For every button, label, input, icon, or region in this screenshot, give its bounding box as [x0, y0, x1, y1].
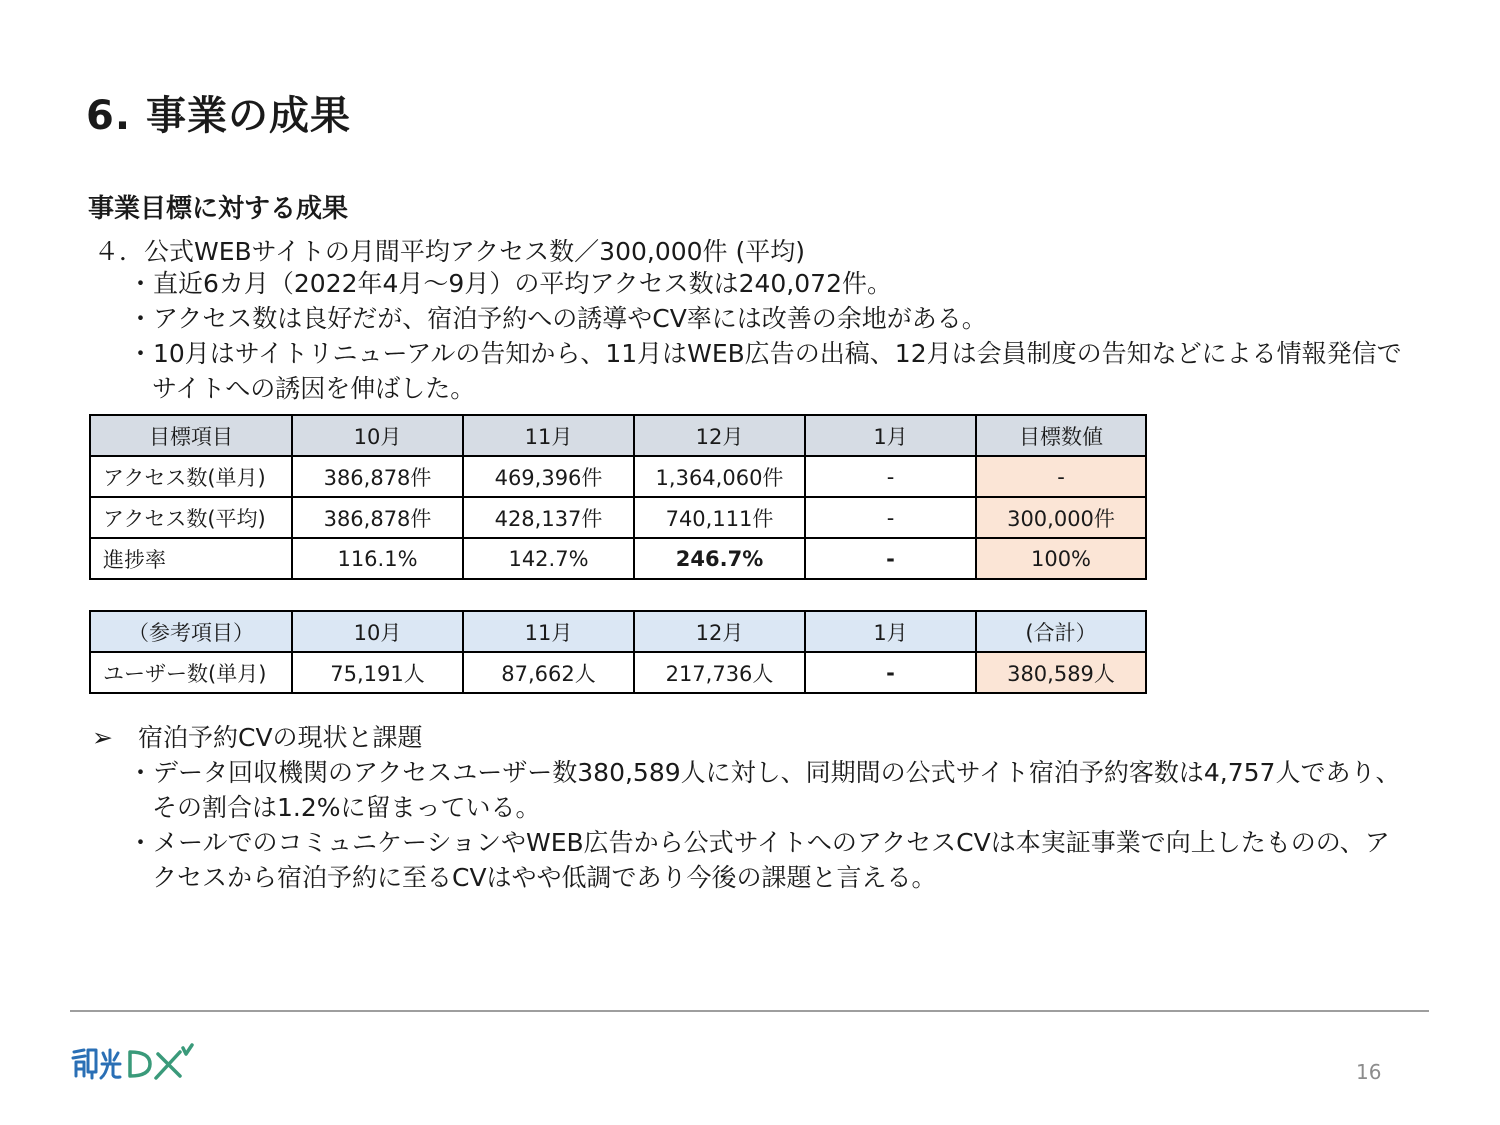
table-cell: 469,396件 — [463, 456, 634, 497]
table-header-cell: 10月 — [292, 415, 463, 456]
table-cell: - — [805, 456, 976, 497]
table-cell: 428,137件 — [463, 497, 634, 538]
row-label: 進捗率 — [90, 538, 292, 579]
page-number: 16 — [1356, 1060, 1382, 1084]
table-cell: 1,364,060件 — [634, 456, 805, 497]
target-table — [89, 414, 1147, 580]
bullet-item: ・10月はサイトリニューアルの告知から、11月はWEB広告の出稿、12月は会員制度の告知などによる情報発信でサイトへの誘因を伸ばした。 — [128, 339, 1402, 403]
table-row — [90, 456, 1146, 497]
table-cell: 116.1% — [292, 538, 463, 579]
page-title: 6. 事業の成果 — [86, 93, 351, 139]
cv-heading — [92, 718, 423, 754]
table-cell: 740,111件 — [634, 497, 805, 538]
table-cell: 87,662人 — [463, 652, 634, 693]
table-cell: 217,736人 — [634, 652, 805, 693]
reference-table — [89, 610, 1147, 694]
table-row — [90, 538, 1146, 579]
table-header-row — [90, 611, 1146, 652]
goal-statement: ４．公式WEBサイトの月間平均アクセス数／300,000件 (平均) — [94, 237, 806, 266]
table-header-row — [90, 415, 1146, 456]
bullet-item: ・データ回収機関のアクセスユーザー数380,589人に対し、同期間の公式サイト宿泊予約客数は4,757人であり、その割合は1.2%に留まっている。 — [128, 758, 1401, 822]
target-cell: - — [976, 456, 1146, 497]
table-cell: 142.7% — [463, 538, 634, 579]
row-label: アクセス数(単月) — [90, 456, 292, 497]
table-header-cell: 12月 — [634, 415, 805, 456]
bullet-item: ・メールでのコミュニケーションやWEB広告から公式サイトへのアクセスCVは本実証事業で向上したものの、アクセスから宿泊予約に至るCVはやや低調であり今後の課題と言える。 — [128, 828, 1390, 892]
table-header-cell: (合計） — [976, 611, 1146, 652]
cv-bullets — [128, 755, 1408, 895]
table-row — [90, 652, 1146, 693]
table-cell: - — [805, 538, 976, 579]
table-cell: 246.7% — [634, 538, 805, 579]
target-cell: 380,589人 — [976, 652, 1146, 693]
cv-heading-text: 宿泊予約CVの現状と課題 — [138, 723, 423, 752]
table-header-cell: 12月 — [634, 611, 805, 652]
table-header-cell: 11月 — [463, 611, 634, 652]
section-heading: 事業目標に対する成果 — [88, 194, 349, 224]
table-header-cell: 目標数値 — [976, 415, 1146, 456]
table-header-cell: 1月 — [805, 611, 976, 652]
table-cell: 386,878件 — [292, 456, 463, 497]
bullet-item: ・アクセス数は良好だが、宿泊予約への誘導やCV率には改善の余地がある。 — [128, 304, 987, 333]
row-label: ユーザー数(単月) — [90, 652, 292, 693]
table-header-cell: 11月 — [463, 415, 634, 456]
table-header-cell: 10月 — [292, 611, 463, 652]
footer-divider — [70, 1010, 1429, 1012]
arrow-bullet-icon: ➢ — [92, 723, 113, 752]
table-header-cell: 目標項目 — [90, 415, 292, 456]
table-cell: - — [805, 497, 976, 538]
kanko-dx-logo — [70, 1042, 200, 1086]
bullet-item: ・直近6カ月（2022年4月～9月）の平均アクセス数は240,072件。 — [128, 269, 892, 298]
target-cell: 300,000件 — [976, 497, 1146, 538]
row-label: アクセス数(平均) — [90, 497, 292, 538]
table-row — [90, 497, 1146, 538]
table-header-cell: 1月 — [805, 415, 976, 456]
target-cell: 100% — [976, 538, 1146, 579]
table-cell: - — [805, 652, 976, 693]
results-bullets — [128, 266, 1408, 406]
table-cell: 386,878件 — [292, 497, 463, 538]
table-header-cell: （参考項目） — [90, 611, 292, 652]
table-cell: 75,191人 — [292, 652, 463, 693]
